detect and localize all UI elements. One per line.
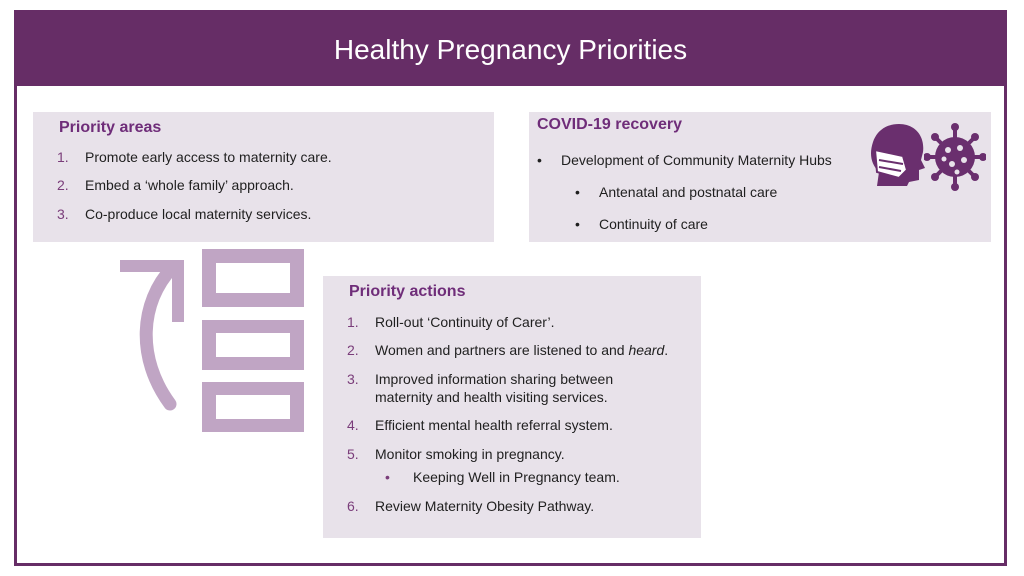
covid-item-hubs: Development of Community Maternity Hubs <box>561 152 832 168</box>
priority-actions-panel <box>323 276 701 538</box>
action-sub-bullet: • <box>385 469 390 485</box>
action-number: 2. <box>347 342 359 358</box>
action-item-text: Women and partners are listened to and <box>375 342 629 358</box>
priority-area-number: 1. <box>57 149 69 165</box>
covid-sub-item: Antenatal and postnatal care <box>599 184 778 200</box>
action-sub-item: Keeping Well in Pregnancy team. <box>413 469 620 485</box>
action-item: Roll-out ‘Continuity of Carer’. <box>375 314 555 330</box>
covid-sub-item: Continuity of care <box>599 216 708 232</box>
action-item-continued: maternity and health visiting services. <box>375 389 608 405</box>
covid-sub-bullet: • <box>575 216 580 232</box>
priority-area-number: 2. <box>57 177 69 193</box>
action-number: 3. <box>347 371 359 387</box>
action-item: Review Maternity Obesity Pathway. <box>375 498 595 514</box>
priority-area-item: Promote early access to maternity care. <box>85 149 332 165</box>
action-item: Efficient mental health referral system. <box>375 417 613 433</box>
header-banner <box>17 13 1004 86</box>
priority-area-number: 3. <box>57 206 69 222</box>
priority-areas-panel <box>33 112 494 242</box>
action-number: 1. <box>347 314 359 330</box>
action-item-emphasis: heard <box>628 342 665 358</box>
covid-bullet: • <box>537 152 542 168</box>
action-number: 6. <box>347 498 359 514</box>
cycle-arrow-list-icon <box>118 248 308 432</box>
page-title: Healthy Pregnancy Priorities <box>333 33 688 65</box>
action-item: Monitor smoking in pregnancy. <box>375 446 565 462</box>
action-item <box>375 341 668 359</box>
priority-actions-title: Priority actions <box>349 283 466 300</box>
priority-area-item: Embed a ‘whole family’ approach. <box>85 177 294 193</box>
action-number: 5. <box>347 446 359 462</box>
covid-recovery-title: COVID-19 recovery <box>537 116 682 133</box>
masked-person-icon <box>869 120 931 190</box>
action-number: 4. <box>347 417 359 433</box>
action-item: Improved information sharing between <box>375 371 614 387</box>
covid-sub-bullet: • <box>575 184 580 200</box>
priority-area-item: Co-produce local maternity services. <box>85 206 312 222</box>
virus-icon <box>924 122 986 192</box>
covid-recovery-panel <box>529 112 991 242</box>
action-item-tail: . <box>664 342 669 358</box>
priority-areas-title: Priority areas <box>59 119 162 136</box>
